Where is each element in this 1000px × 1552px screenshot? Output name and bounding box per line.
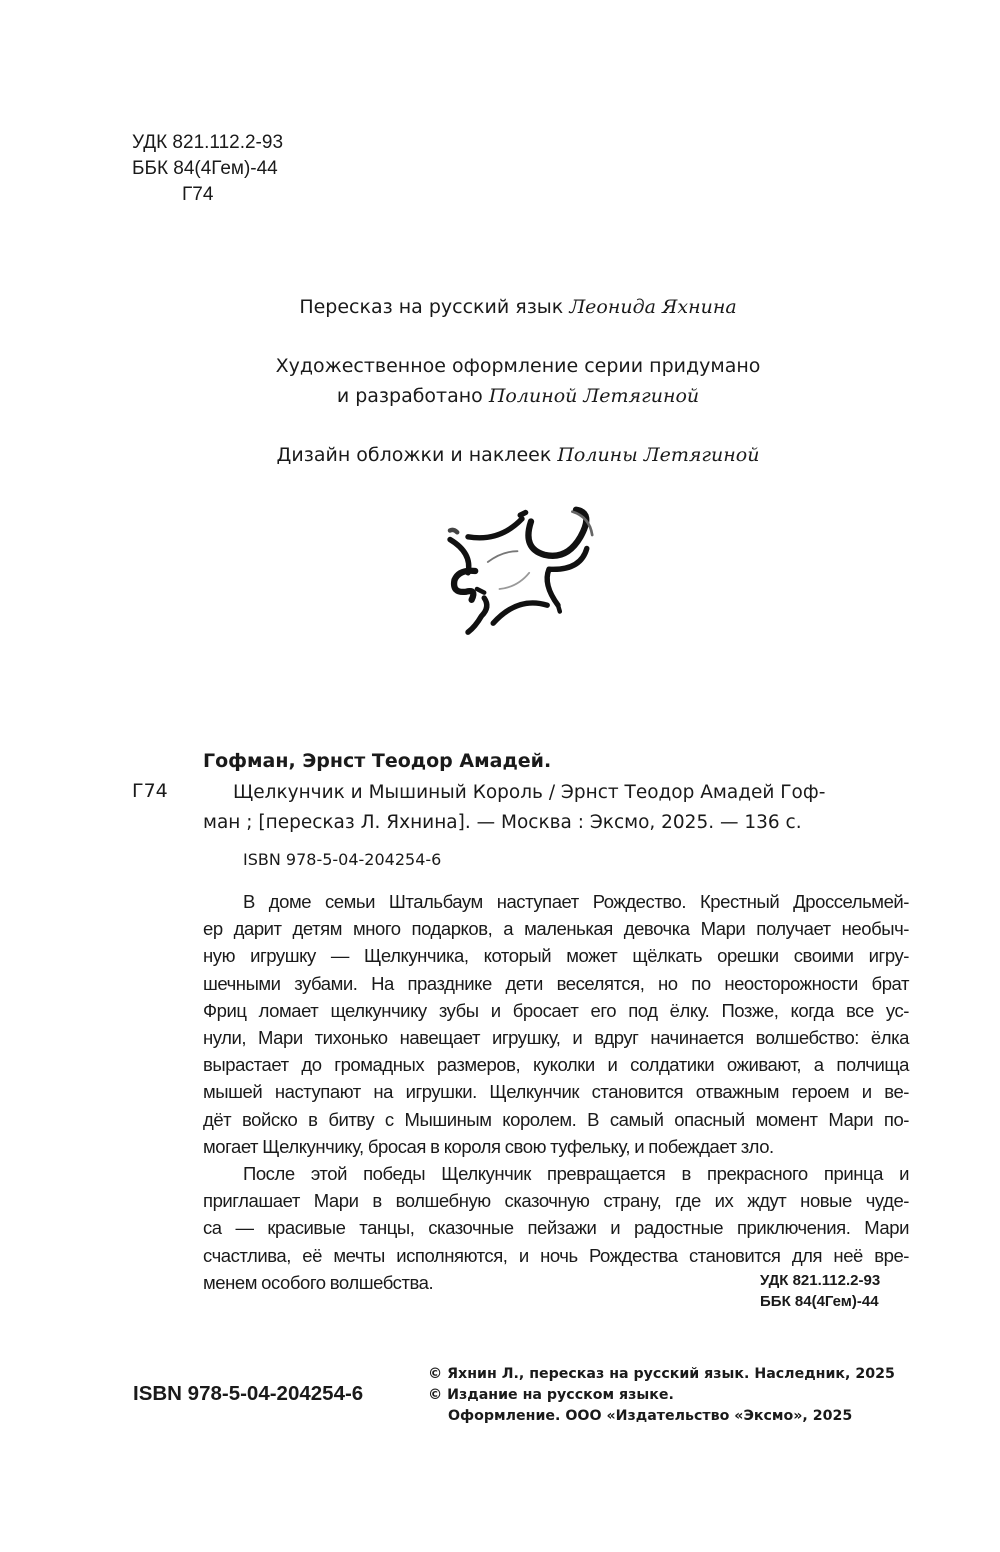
copyright-line: © Яхнин Л., пересказ на русский язык. Наследник, 2025 [428,1366,895,1382]
annotation-line: могает Щелкунчику, бросая в короля свою туфельку, и побеждает зло. [203,1135,774,1157]
catalog-author-mark: Г74 [132,780,168,802]
author-mark: Г74 [182,184,214,205]
annotation-line: менем особого волшебства. [203,1271,434,1293]
credit-retelling [0,292,1000,322]
annotation-line: са — красивые танцы, сказочные пейзажи и радостные приключения. Мари [203,1217,909,1239]
annotation-line: дёт войско в битву с Мышиным королем. В самый опасный момент Мари по- [203,1108,909,1130]
annotation-line: вырастает до громадных размеров, куколки и солдатики оживают, а полчища [203,1054,909,1076]
credit-label: и разработано [336,385,489,407]
annotation-line: Фриц ломает щелкунчику зубы и бросает его под ёлку. Позже, когда все ус- [203,999,909,1021]
classification-block-top [132,130,283,208]
credit-series-design [0,351,1000,411]
classification-block-bottom [760,1270,880,1312]
annotation-line: мышей наступают на игрушки. Щелкунчик становится отважным героем и ве- [203,1081,909,1103]
credit-label: Художественное оформление серии придумано [275,355,761,377]
isbn-number: ISBN 978-5-04-204254-6 [133,1382,364,1405]
annotation-line: шечными зубами. На празднике дети веселятся, но по неосторожности брат [203,972,909,994]
annotation-text [203,888,909,1296]
catalog-description-line: ман ; [пересказ Л. Яхнина]. — Москва : Эксмо, 2025. — 136 с. [203,812,802,833]
credit-name: Полины Летягиной [557,444,760,466]
annotation-line: ер дарит детям много подарков, а маленькая девочка Мари получает необыч- [203,918,909,940]
copyright-block [428,1364,895,1427]
annotation-line: приглашает Мари в волшебную сказочную страну, где их ждут новые чуде- [203,1190,909,1212]
annotation-paragraph-1 [203,888,909,1160]
bbk-code: ББК 84(4Гем)-44 [132,158,278,179]
credit-label: Дизайн обложки и наклеек [276,444,558,466]
catalog-author: Гофман, Эрнст Теодор Амадей. [203,750,552,772]
annotation-line: В доме семьи Штальбаум наступает Рождество. Крестный Дроссельмей- [243,891,909,912]
catalog-description [203,778,909,838]
copyright-line: © Издание на русском языке. [428,1387,674,1403]
annotation-line: После этой победы Щелкунчик превращается в прекрасного принца и [243,1163,909,1185]
annotation-line: ную игрушку — Щелкунчика, который может щёлкать орешки своими игру- [203,945,909,967]
annotation-line: счастлива, её мечты исполняются, и ночь Рождества становится для неё вре- [203,1244,909,1266]
annotation-line: нули, Мари тихонько навещает игрушку, и вдруг начинается волшебство: ёлка [203,1027,909,1049]
udk-code: УДК 821.112.2-93 [132,132,284,153]
credit-name: Полиной Летягиной [488,385,700,407]
credit-name: Леонида Яхнина [569,296,737,318]
credit-label: Пересказ на русский язык [299,296,570,318]
credit-cover-design [0,440,1000,470]
catalog-isbn: ISBN 978-5-04-204254-6 [243,850,442,869]
bbk-code: ББК 84(4Гем)-44 [760,1293,879,1310]
copyright-line: Оформление. ООО «Издательство «Эксмо», 2025 [448,1408,853,1424]
catalog-description-line: Щелкунчик и Мышиный Король / Эрнст Теодор Амадей Гоф- [233,782,826,803]
brush-stroke-squirrel-icon [432,496,612,646]
udk-code: УДК 821.112.2-93 [760,1272,881,1289]
